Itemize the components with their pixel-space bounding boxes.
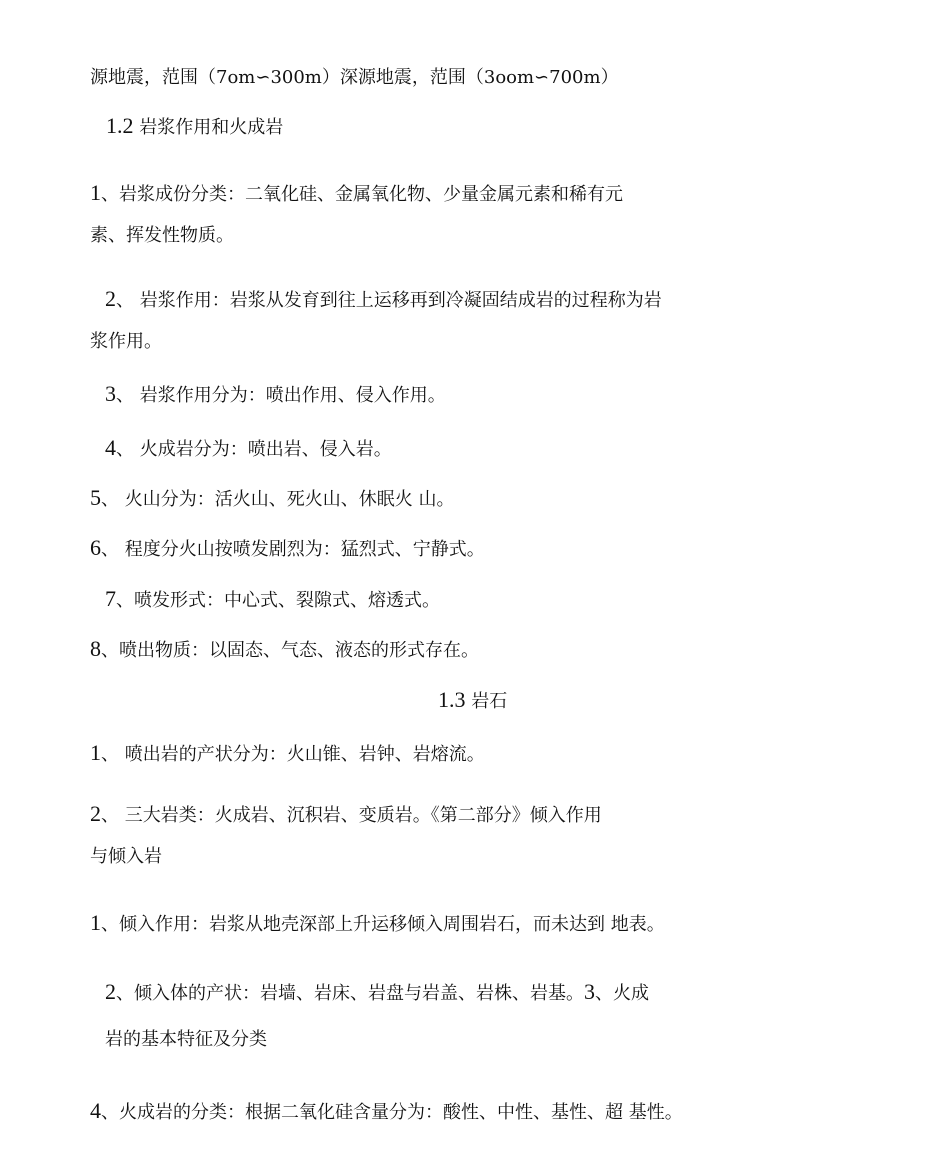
list-item-rock-2-continued	[90, 845, 162, 869]
item-text: 、 岩浆作用分为：喷出作用、侵入作用。	[116, 385, 446, 406]
item-number: 3	[584, 979, 595, 1004]
list-item-2	[105, 287, 662, 313]
item-text: 、喷发形式：中心式、裂隙式、熔透式。	[116, 590, 440, 611]
section-title: 岩浆作用和火成岩	[139, 117, 284, 138]
item-text: 、 三大岩类：火成岩、沉积岩、变质岩。《第二部分》倾入作用	[101, 805, 602, 826]
section-heading-1-2	[106, 114, 283, 140]
item-text: 、火成岩的分类：根据二氧化硅含量分为：酸性、中性、基性、超 基性。	[101, 1102, 683, 1123]
list-item-6	[90, 536, 485, 562]
item-number: 2	[105, 286, 116, 311]
list-item-8	[90, 637, 479, 663]
item-number: 3	[105, 381, 116, 406]
item-number: 1	[90, 180, 101, 205]
item-text: 、倾入体的产状：岩墙、岩床、岩盘与岩盖、岩株、岩基。	[116, 983, 584, 1004]
item-number: 2	[90, 801, 101, 826]
list-item-5	[90, 486, 454, 512]
list-item-intrusion-1	[90, 911, 665, 937]
item-number: 5	[90, 485, 101, 510]
item-text: 、火成	[595, 983, 649, 1004]
line-01-text: 源地震，范围（7om∽300m）深源地震，范围（3oom∽700m）	[90, 67, 619, 88]
item-text: 、 程度分火山按喷发剧烈为：猛烈式、宁静式。	[101, 539, 485, 560]
section-heading-1-3	[438, 688, 507, 714]
item-text: 与倾入岩	[90, 846, 162, 867]
item-number: 4	[90, 1098, 101, 1123]
item-text: 、岩浆成份分类：二氧化硅、金属氧化物、少量金属元素和稀有元	[101, 184, 623, 205]
section-number: 1.2	[106, 113, 134, 138]
list-item-2-continued	[90, 330, 162, 354]
section-title: 岩石	[471, 691, 508, 712]
item-text: 、倾入作用：岩浆从地壳深部上升运移倾入周围岩石，而未达到 地表。	[101, 914, 665, 935]
list-item-rock-1	[90, 741, 485, 767]
item-text: 、 火成岩分为：喷出岩、侵入岩。	[116, 439, 392, 460]
item-text: 、 火山分为：活火山、死火山、休眠火 山。	[101, 489, 455, 510]
item-text: 浆作用。	[90, 331, 162, 352]
item-text: 、 喷出岩的产状分为：火山锥、岩钟、岩熔流。	[101, 744, 485, 765]
list-item-7	[105, 587, 440, 613]
line-01	[90, 66, 619, 90]
item-text: 、喷出物质：以固态、气态、液态的形式存在。	[101, 640, 479, 661]
list-item-intrusion-4	[90, 1099, 683, 1125]
list-item-1	[90, 181, 623, 207]
list-item-intrusion-2-continued	[105, 1028, 267, 1052]
item-text: 素、挥发性物质。	[90, 225, 234, 246]
list-item-intrusion-2	[105, 980, 649, 1006]
item-number: 4	[105, 435, 116, 460]
list-item-rock-2	[90, 802, 602, 828]
item-number: 7	[105, 586, 116, 611]
item-text: 岩的基本特征及分类	[105, 1029, 267, 1050]
item-number: 6	[90, 535, 101, 560]
item-number: 1	[90, 740, 101, 765]
list-item-1-continued	[90, 224, 234, 248]
list-item-3	[105, 382, 446, 408]
item-number: 8	[90, 636, 101, 661]
section-number: 1.3	[438, 687, 466, 712]
item-number: 1	[90, 910, 101, 935]
list-item-4	[105, 436, 392, 462]
item-number: 2	[105, 979, 116, 1004]
item-text: 、 岩浆作用：岩浆从发育到往上运移再到冷凝固结成岩的过程称为岩	[116, 290, 662, 311]
